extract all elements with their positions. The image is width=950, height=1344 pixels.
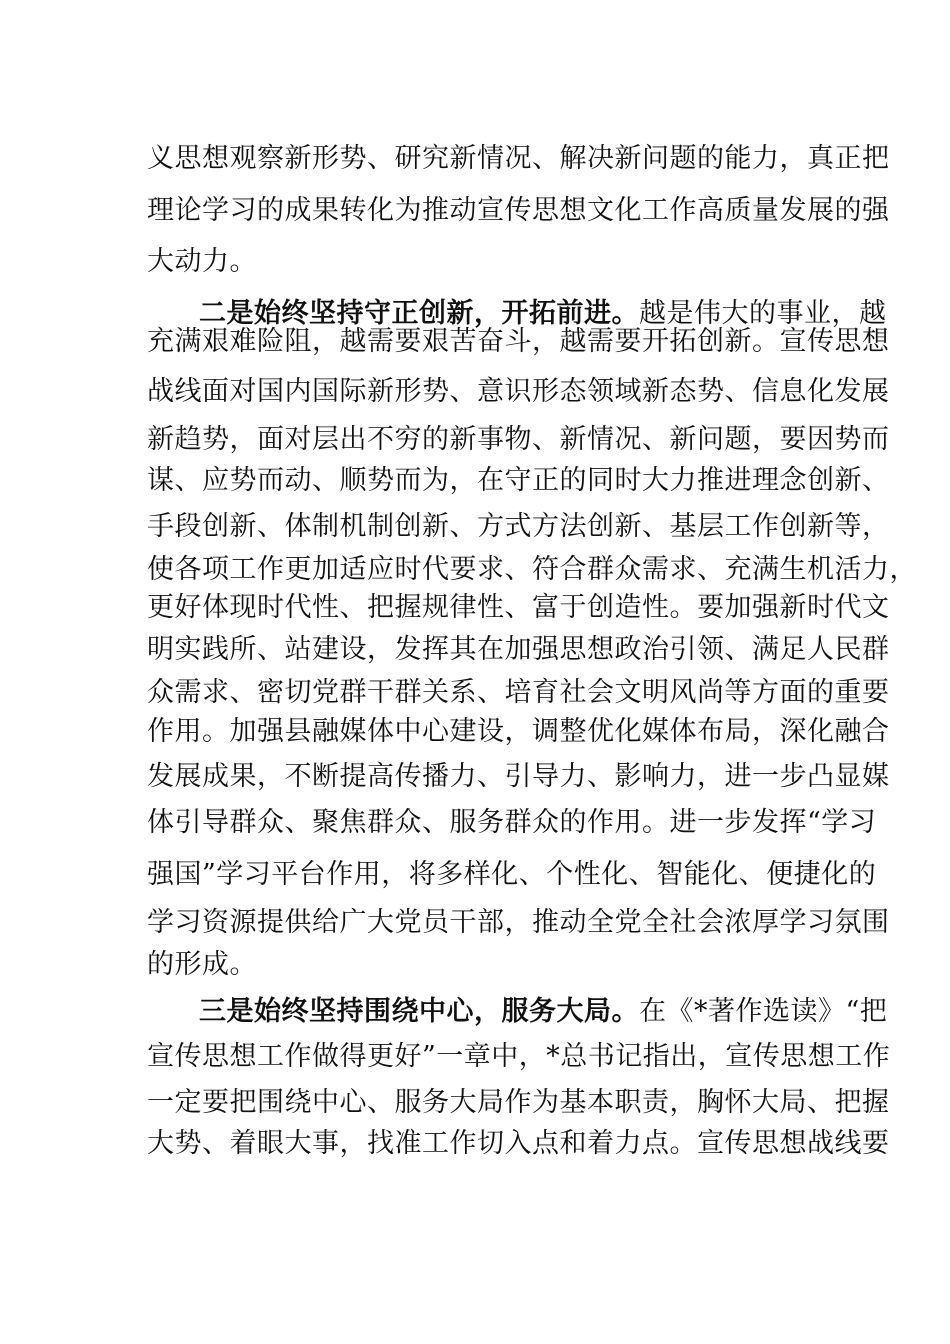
paragraph-1-line-3: 大动力。 — [147, 246, 257, 277]
paragraph-2-line-8: 更好体现时代性、把握规律性、富于创造性。要加强新时代文 — [147, 592, 890, 623]
paragraph-2-line-15: 学习资源提供给广大党员干部，推动全党全社会浓厚学习氛围 — [147, 907, 890, 938]
paragraph-2-line-1-text: 越是伟大的事业，越 — [639, 298, 887, 329]
paragraph-2-line-2: 充满艰难险阻，越需要艰苦奋斗，越需要开拓创新。宣传思想 — [147, 326, 890, 357]
paragraph-3-line-3: 一定要把围绕中心、服务大局作为基本职责，胸怀大局、把握 — [147, 1087, 890, 1118]
paragraph-2-line-6: 手段创新、体制机制创新、方式方法创新、基层工作创新等， — [147, 511, 890, 542]
paragraph-2-line-3: 战线面对国内国际新形势、意识形态领域新态势、信息化发展 — [147, 376, 890, 407]
paragraph-3-line-1-text: 在《*著作选读》“把 — [639, 996, 888, 1027]
paragraph-2-line-11: 作用。加强县融媒体中心建设，调整优化媒体布局，深化融合 — [147, 716, 890, 747]
paragraph-2-line-13: 体引导群众、聚焦群众、服务群众的作用。进一步发挥“学习 — [147, 807, 877, 838]
paragraph-1-line-2: 理论学习的成果转化为推动宣传思想文化工作高质量发展的强 — [147, 195, 890, 226]
paragraph-2-line-14: 强国”学习平台作用，将多样化、个性化、智能化、便捷化的 — [147, 859, 877, 890]
paragraph-2-line-12: 发展成果，不断提高传播力、引导力、影响力，进一步凸显媒 — [147, 761, 890, 792]
paragraph-3-line-4: 大势、着眼大事，找准工作切入点和着力点。宣传思想战线要 — [147, 1128, 890, 1159]
paragraph-2-line-16: 的形成。 — [147, 949, 257, 980]
paragraph-2-line-5: 谋、应势而动、顺势而为，在守正的同时大力推进理念创新、 — [147, 465, 890, 496]
paragraph-3-heading: 三是始终坚持围绕中心，服务大局。 — [199, 996, 639, 1027]
paragraph-2-heading: 二是始终坚持守正创新，开拓前进。 — [199, 298, 639, 329]
paragraph-1-line-1: 义思想观察新形势、研究新情况、解决新问题的能力，真正把 — [147, 143, 890, 174]
paragraph-3-line-2: 宣传思想工作做得更好”一章中，*总书记指出，宣传思想工作 — [147, 1041, 891, 1072]
paragraph-2-line-4: 新趋势，面对层出不穷的新事物、新情况、新问题，要因势而 — [147, 424, 890, 455]
paragraph-2-line-9: 明实践所、站建设，发挥其在加强思想政治引领、满足人民群 — [147, 634, 890, 665]
paragraph-2-line-10: 众需求、密切党群干群关系、培育社会文明风尚等方面的重要 — [147, 677, 890, 708]
paragraph-2-line-7: 使各项工作更加适应时代要求、符合群众需求、充满生机活力， — [147, 554, 917, 585]
paragraph-3-line-1 — [199, 993, 887, 1031]
